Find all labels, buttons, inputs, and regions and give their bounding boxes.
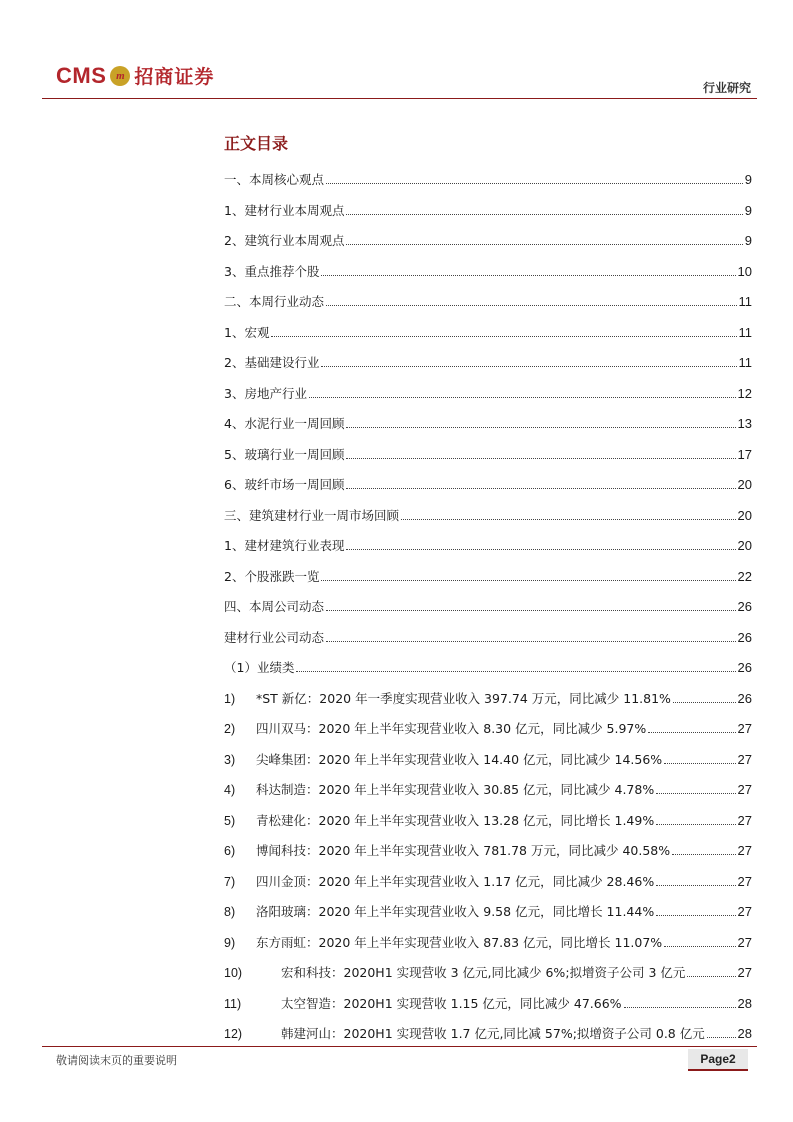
toc-entry-text: 四川双马：2020 年上半年实现营业收入 8.30 亿元，同比减少 5.97% [256,721,647,736]
toc-entry-label [224,780,654,798]
toc-entry-page: 27 [737,812,752,828]
toc-entry-text: 2、建筑行业本周观点 [224,233,345,248]
toc-entry-label [224,902,654,920]
toc-entry-page: 12 [737,385,752,401]
toc-leader-dots [656,885,735,886]
toc-entry-label [224,506,399,524]
toc-entry-page: 11 [738,294,752,309]
toc-leader-dots [346,488,735,489]
toc-entry-text: 洛阳玻璃：2020 年上半年实现营业收入 9.58 亿元，同比增长 11.44% [256,904,655,919]
toc-entry-text: 青松建化：2020 年上半年实现营业收入 13.28 亿元，同比增长 1.49% [256,812,655,828]
toc-leader-dots [672,854,735,855]
toc-leader-dots [648,732,735,733]
toc-entry-text: 太空智造：2020H1 实现营收 1.15 亿元，同比减少 47.66% [281,995,622,1011]
toc-entry[interactable] [224,353,752,384]
toc-entry-label [224,628,324,646]
toc-entry-text: 1、建材行业本周观点 [224,202,345,218]
toc-leader-dots [346,427,735,428]
toc-leader-dots [707,1037,736,1038]
toc-entry-text: 6、玻纤市场一周回顾 [224,477,345,492]
toc-entry-text: 韩建河山：2020H1 实现营收 1.7 亿元,同比减 57%;拟增资子公司 0.8 亿元 [281,1026,705,1041]
toc-entry-page: 22 [737,568,752,584]
toc-entry-text: 一、本周核心观点 [224,172,325,187]
toc-entry-page: 20 [737,477,752,492]
logo-mark-text: m [116,69,125,82]
toc-entry-text: 四、本周公司动态 [224,599,325,614]
toc-entry-label [224,536,344,554]
toc-entry[interactable] [224,658,752,689]
toc-entry-number: 11) [224,996,242,1011]
toc-entry[interactable] [224,292,752,323]
toc-entry-page: 26 [737,660,752,675]
toc-leader-dots [624,1007,736,1008]
toc-entry-page: 9 [744,202,752,218]
toc-entry-text: 2、基础建设行业 [224,355,320,370]
toc-leader-dots [326,183,743,184]
toc-entry-label [224,689,671,707]
company-logo [56,62,214,89]
toc-entry[interactable] [224,536,752,567]
toc-entry-number: 1) [224,691,236,706]
toc-entry[interactable] [224,170,752,201]
toc-entry[interactable] [224,323,752,354]
toc-entry-text: 2、个股涨跌一览 [224,568,320,584]
toc-entry-text: 尖峰集团：2020 年上半年实现营业收入 14.40 亿元，同比减少 14.56% [256,751,663,767]
toc-entry-page: 27 [737,934,752,950]
toc-entry[interactable] [224,963,752,994]
toc-entry-label [224,963,685,981]
toc-entry-page: 27 [737,843,752,858]
toc-entry-text: 3、房地产行业 [224,385,307,401]
toc-entry[interactable] [224,719,752,750]
toc-entry-label [224,323,269,341]
toc-entry-page: 26 [737,599,752,614]
toc-entry-text: 3、重点推荐个股 [224,263,320,279]
toc-entry-page: 27 [737,904,752,919]
toc-entry-number: 6) [224,844,236,858]
footer-divider [42,1046,757,1047]
toc-leader-dots [346,458,735,459]
toc-entry-page: 27 [737,965,752,980]
toc-entry-label [224,231,344,249]
toc-entry-text: 科达制造：2020 年上半年实现营业收入 30.85 亿元，同比减少 4.78% [256,782,655,797]
toc-entry[interactable] [224,567,752,598]
toc-entry-text: 三、建筑建材行业一周市场回顾 [224,507,400,523]
toc-entry-number: 10) [224,966,243,980]
toc-leader-dots [401,519,736,520]
toc-leader-dots [326,610,736,611]
toc-entry-label [224,933,662,951]
toc-entry-text: 1、建材建筑行业表现 [224,538,345,553]
toc-entry-label [224,475,344,493]
toc-entry-label [224,567,319,585]
toc-entry-number: 3) [224,752,236,767]
toc-entry[interactable] [224,902,752,933]
toc-entry-label [224,811,654,829]
toc-leader-dots [656,793,735,794]
toc-leader-dots [326,305,736,306]
footer-disclaimer: 敬请阅读末页的重要说明 [56,1054,177,1067]
toc-entry-text: 4、水泥行业一周回顾 [224,416,345,431]
toc-entry-label [224,750,662,768]
toc-entry-page: 27 [737,782,752,797]
toc-entry-text: 博闻科技：2020 年上半年实现营业收入 781.78 万元，同比减少 40.58% [256,843,671,858]
toc-entry-number: 7) [224,874,236,889]
toc-entry[interactable] [224,933,752,964]
toc-entry-page: 20 [737,538,752,553]
toc-entry[interactable] [224,841,752,872]
toc-entry-page: 26 [737,629,752,645]
toc-entry-text: 东方雨虹：2020 年上半年实现营业收入 87.83 亿元，同比增长 11.07% [256,934,663,950]
toc-entry-page: 11 [738,324,752,340]
toc-entry-page: 11 [738,355,752,370]
logo-chinese-text: 招商证券 [134,66,215,88]
toc-leader-dots [321,275,735,276]
toc-entry-text: （1）业绩类 [224,660,295,675]
toc-leader-dots [271,336,736,337]
toc-entry-number: 4) [224,783,236,797]
toc-entry-label [224,170,324,188]
toc-entry-page: 27 [737,873,752,889]
toc-leader-dots [321,580,735,581]
toc-leader-dots [656,824,735,825]
toc-entry[interactable] [224,811,752,842]
toc-entry-page: 28 [737,995,752,1011]
toc-entry-number: 9) [224,935,236,950]
toc-entry-text: 二、本周行业动态 [224,294,325,309]
toc-entry-number: 8) [224,905,236,919]
toc-entry-number: 12) [224,1027,243,1041]
toc-entry-label [224,872,654,890]
toc-entry-page: 10 [737,263,752,279]
toc-entry-page: 28 [737,1026,752,1041]
table-of-contents [224,170,752,1055]
toc-entry-label [224,994,622,1012]
toc-entry[interactable] [224,231,752,262]
toc-leader-dots [321,366,736,367]
page-number-badge: Page2 [688,1049,748,1071]
toc-entry-label [224,658,294,676]
toc-entry-number: 2) [224,722,236,736]
toc-entry-text: 建材行业公司动态 [224,629,325,645]
toc-entry[interactable] [224,475,752,506]
toc-entry[interactable] [224,445,752,476]
toc-entry-label [224,262,319,280]
toc-entry-text: 5、玻璃行业一周回顾 [224,446,345,462]
toc-entry[interactable] [224,994,752,1025]
toc-entry-text: *ST 新亿：2020 年一季度实现营业收入 397.74 万元，同比减少 11.81% [256,690,671,706]
toc-entry[interactable] [224,628,752,659]
toc-leader-dots [296,671,735,672]
toc-leader-dots [309,397,736,398]
toc-entry[interactable] [224,201,752,232]
toc-leader-dots [656,915,735,916]
toc-entry-number: 5) [224,813,236,828]
toc-entry-label [224,353,319,371]
toc-entry-page: 27 [737,721,752,736]
toc-leader-dots [664,946,735,947]
toc-entry[interactable] [224,414,752,445]
toc-entry[interactable] [224,384,752,415]
toc-entry-label [224,1024,705,1042]
toc-leader-dots [346,549,735,550]
toc-entry-text: 1、宏观 [224,324,270,340]
toc-entry-label [224,414,344,432]
toc-entry-page: 26 [737,690,752,706]
logo-latin-text: CMS [56,62,107,88]
toc-entry-label [224,384,307,402]
toc-entry-label [224,201,344,219]
toc-entry-page: 27 [737,751,752,767]
toc-leader-dots [664,763,735,764]
toc-leader-dots [687,976,735,977]
toc-entry-page: 9 [744,233,752,248]
toc-entry-label [224,719,646,737]
toc-entry[interactable] [224,689,752,720]
toc-entry-page: 17 [737,446,752,462]
toc-entry-label [224,445,344,463]
header-divider [42,98,757,99]
toc-entry-text: 四川金顶：2020 年上半年实现营业收入 1.17 亿元，同比减少 28.46% [256,873,655,889]
toc-entry[interactable] [224,506,752,537]
toc-entry-label [224,597,324,615]
page-header [0,0,793,100]
toc-entry[interactable] [224,1024,752,1055]
toc-entry[interactable] [224,872,752,903]
toc-leader-dots [346,244,742,245]
logo-emblem-icon [110,66,130,86]
toc-leader-dots [346,214,742,215]
toc-entry[interactable] [224,597,752,628]
toc-entry-text: 宏和科技：2020H1 实现营收 3 亿元,同比减少 6%;拟增资子公司 3 亿元 [281,965,686,980]
toc-entry[interactable] [224,262,752,293]
toc-entry-label [224,292,324,310]
report-type-label: 行业研究 [702,81,751,95]
toc-entry-page: 9 [744,172,752,187]
toc-entry-label [224,841,670,859]
toc-entry[interactable] [224,780,752,811]
toc-entry-page: 20 [737,507,752,523]
toc-title: 正文目录 [224,134,289,153]
toc-leader-dots [326,641,736,642]
toc-entry[interactable] [224,750,752,781]
toc-entry-page: 13 [737,416,752,431]
toc-leader-dots [673,702,736,703]
